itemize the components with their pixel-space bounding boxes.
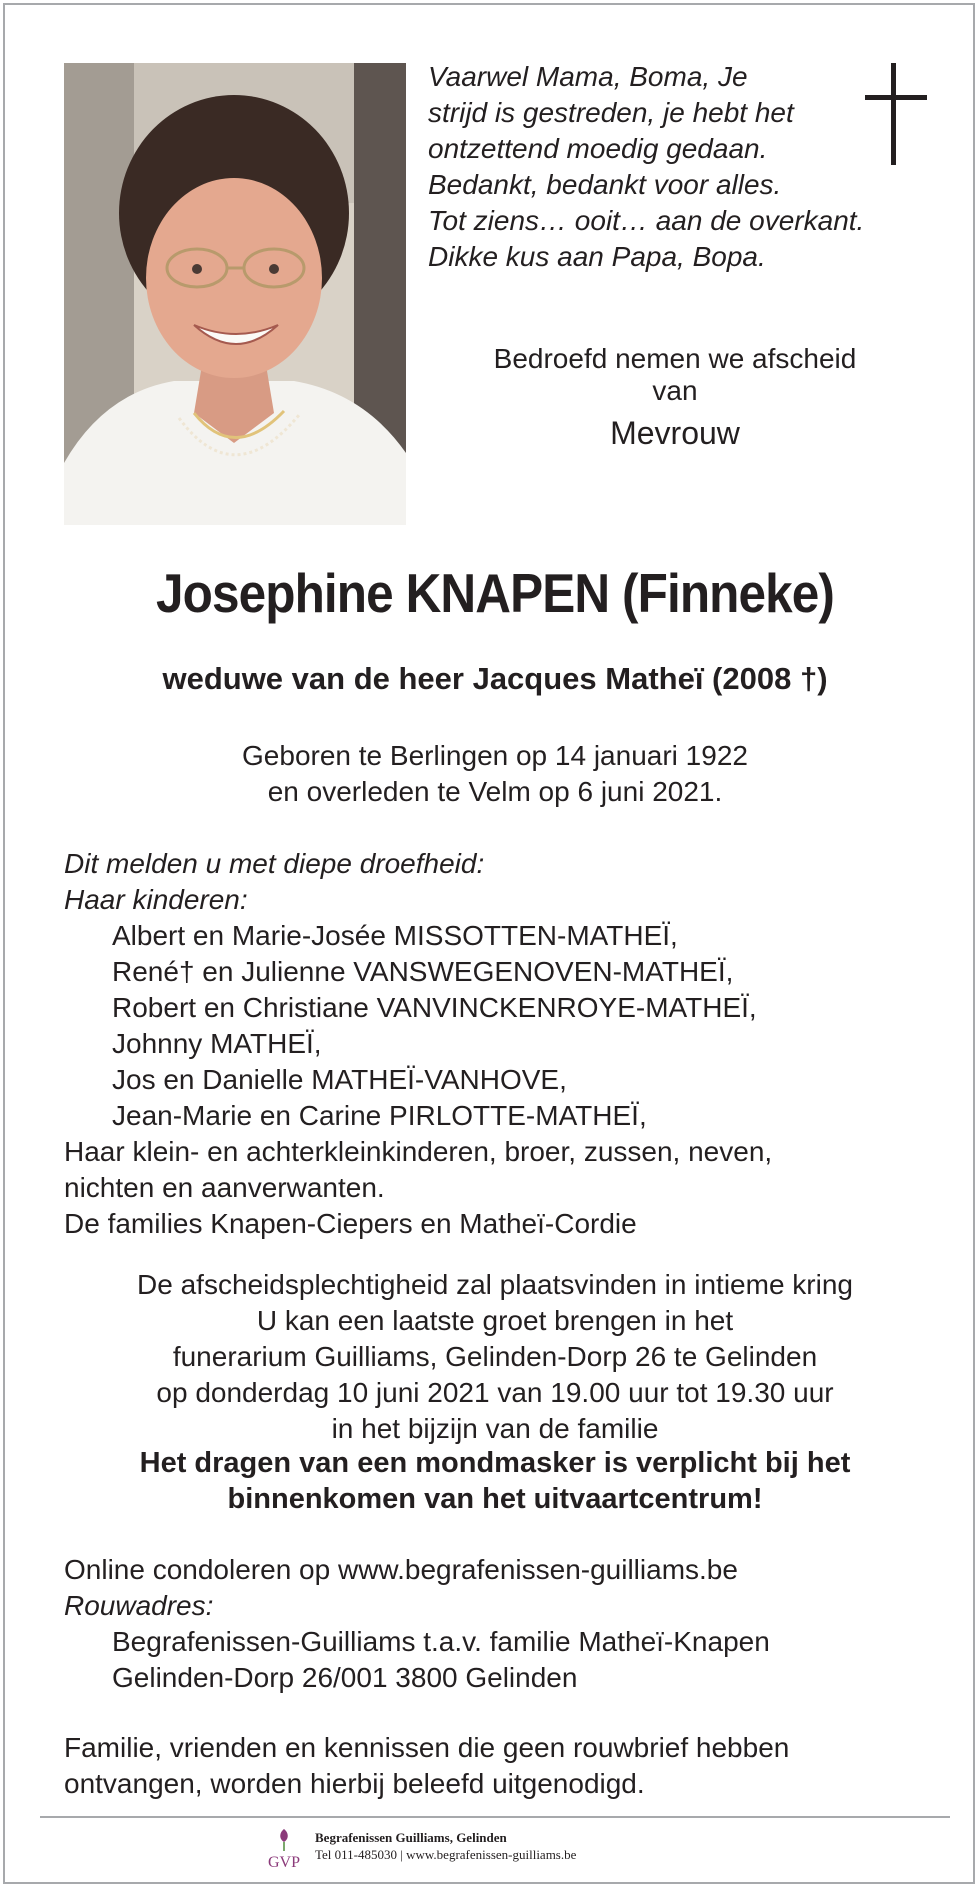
footer-divider xyxy=(40,1816,950,1818)
children-heading: Haar kinderen: xyxy=(64,884,248,915)
verse-line: Dikke kus aan Papa, Bopa. xyxy=(428,241,766,272)
death-line: en overleden te Velm op 6 juni 2021. xyxy=(267,776,723,807)
salutation: Mevrouw xyxy=(610,415,740,451)
verse-line: strijd is gestreden, je hebt het xyxy=(428,97,794,128)
ceremony-line: funerarium Guilliams, Gelinden-Dorp 26 te Gelinden xyxy=(172,1341,818,1372)
funeral-home-logo xyxy=(267,1827,301,1875)
widow-line: weduwe van de heer Jacques Matheï (2008 †) xyxy=(162,661,828,696)
closing-invitation xyxy=(64,1730,944,1802)
intro-text: Bedroefd nemen we afscheid van xyxy=(493,343,857,406)
closing-line: Familie, vrienden en kennissen die geen rouwbrief hebben xyxy=(64,1732,790,1763)
footer-info xyxy=(315,1829,576,1863)
closing-line: ontvangen, worden hierbij beleefd uitgenodigd. xyxy=(64,1768,645,1799)
address-heading: Rouwadres: xyxy=(64,1590,214,1621)
mask-line: binnenkomen van het uitvaartcentrum! xyxy=(227,1483,763,1515)
deceased-name: Josephine KNAPEN (Finneke) xyxy=(156,562,834,624)
child-line: Jean-Marie en Carine PIRLOTTE-MATHEÏ, xyxy=(112,1100,647,1131)
obituary-card xyxy=(3,3,975,1884)
child-line: Robert en Christiane VANVINCKENROYE-MATHEÏ, xyxy=(112,992,757,1023)
portrait-image xyxy=(64,63,406,525)
cross-icon xyxy=(865,63,927,165)
verse-line: Vaarwel Mama, Boma, Je xyxy=(428,61,748,92)
verse-line: Tot ziens… ooit… aan de overkant. xyxy=(428,205,865,236)
announce-line: Dit melden u met diepe droefheid: xyxy=(64,848,485,879)
mask-notice xyxy=(5,1445,980,1517)
company-contact: Tel 011-485030 | www.begrafenissen-guilliams.be xyxy=(315,1847,577,1862)
logo-letters: GVP xyxy=(267,1854,301,1871)
child-line: René† en Julienne VANSWEGENOVEN-MATHEÏ, xyxy=(112,956,734,987)
condolence-line: Online condoleren op www.begrafenissen-guilliams.be xyxy=(64,1554,738,1585)
mask-line: Het dragen van een mondmasker is verplicht bij het xyxy=(139,1447,851,1479)
address-line: Gelinden-Dorp 26/001 3800 Gelinden xyxy=(112,1662,578,1693)
birth-death-dates xyxy=(5,738,980,810)
child-line: Albert en Marie-Josée MISSOTTEN-MATHEÏ, xyxy=(112,920,678,951)
ceremony-line: U kan een laatste groet brengen in het xyxy=(256,1305,734,1336)
ceremony-line: in het bijzijn van de familie xyxy=(331,1413,659,1444)
address-line: Begrafenissen-Guilliams t.a.v. familie Matheï-Knapen xyxy=(112,1626,770,1657)
relatives-line: Haar klein- en achterkleinkinderen, broer, zussen, neven, xyxy=(64,1136,773,1167)
ceremony-info xyxy=(5,1267,980,1447)
verse-line: ontzettend moedig gedaan. xyxy=(428,133,768,164)
online-condolence xyxy=(64,1552,944,1696)
ceremony-line: op donderdag 10 juni 2021 van 19.00 uur tot 19.30 uur xyxy=(156,1377,834,1408)
relatives-line: nichten en aanverwanten. xyxy=(64,1172,385,1203)
child-line: Johnny MATHEÏ, xyxy=(112,1028,322,1059)
verse-line: Bedankt, bedankt voor alles. xyxy=(428,169,782,200)
relatives-line: De families Knapen-Ciepers en Matheï-Cordie xyxy=(64,1208,637,1239)
company-name: Begrafenissen Guilliams, Gelinden xyxy=(315,1830,507,1845)
child-line: Jos en Danielle MATHEÏ-VANHOVE, xyxy=(112,1064,567,1095)
family-list xyxy=(64,846,944,1242)
portrait-photo xyxy=(64,63,406,525)
birth-line: Geboren te Berlingen op 14 januari 1922 xyxy=(242,740,748,771)
ceremony-line: De afscheidsplechtigheid zal plaatsvinden in intieme kring xyxy=(137,1269,853,1300)
